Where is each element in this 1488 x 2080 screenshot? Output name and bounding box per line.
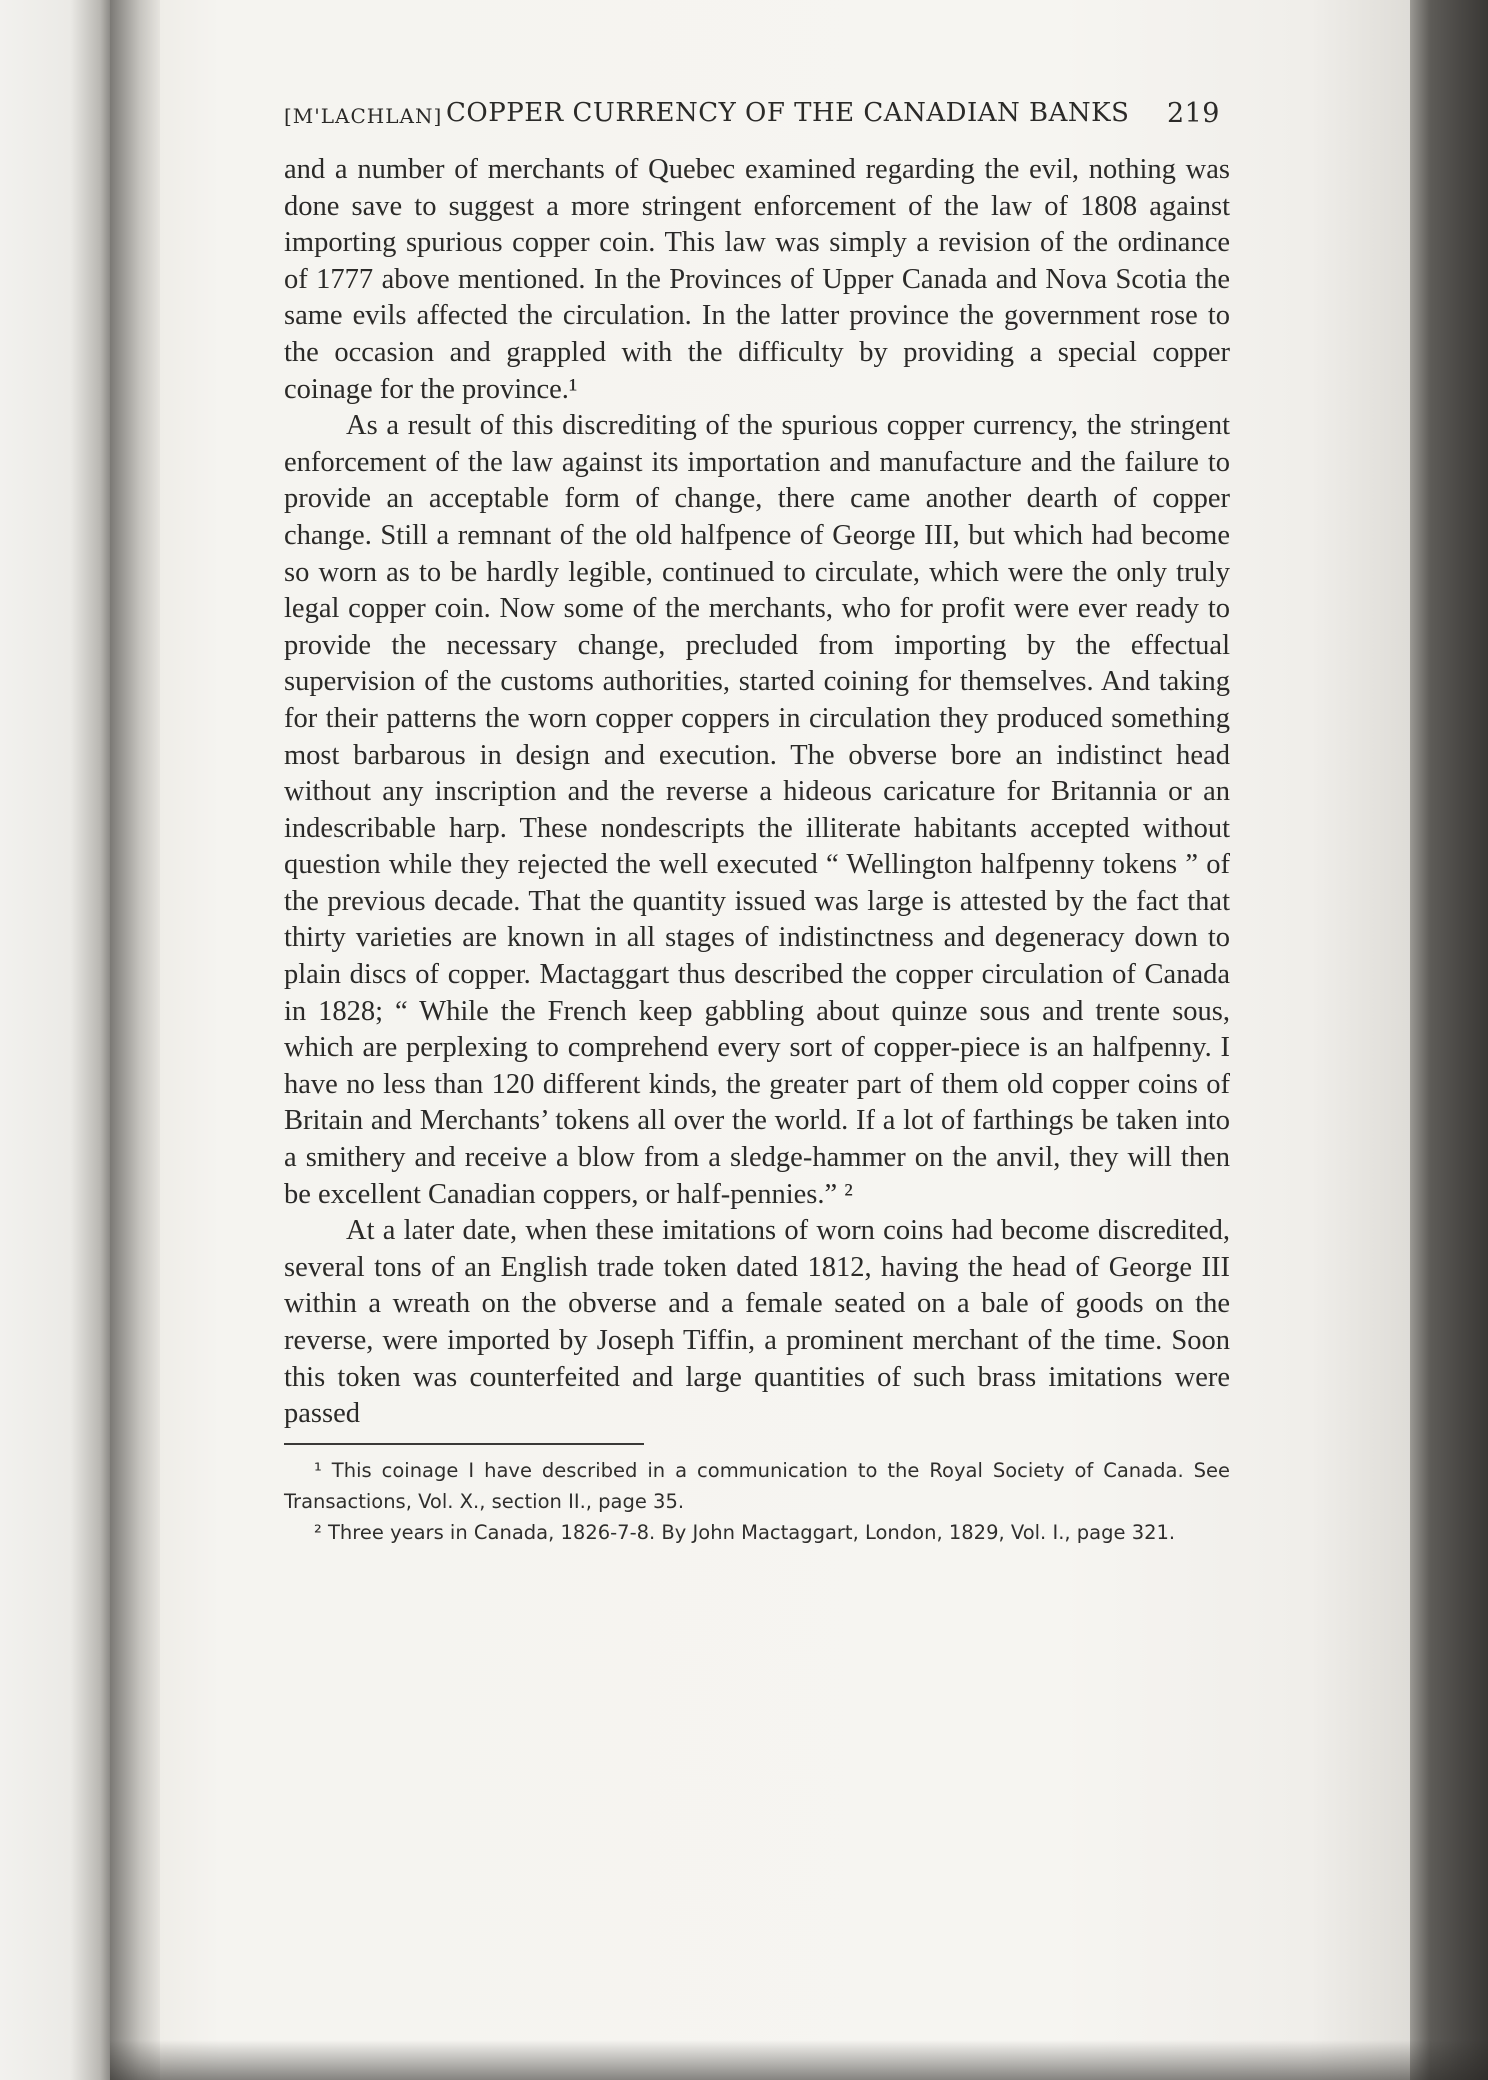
footnote-1: ¹ This coinage I have described in a communication to the Royal Society of Canada. See Transactions, Vol. X., section II., page 35.: [284, 1458, 1230, 1513]
running-head: [284, 90, 1230, 138]
page-edge-shadow: [1410, 0, 1488, 2080]
paragraph-2: As a result of this discrediting of the spurious copper currency, the stringent enforcement of the law against its importation and manufacture and the failure to provide an acceptable form of change, there came another dearth of copper change. Still a remnant of the old halfpence of George III, but which had become so worn as to be hardly legible, continued to circulate, which were the only truly legal copper coin. Now some of the merchants, who for profit were ever ready to provide the necessary change, precluded from importing by the effectual supervision of the customs authorities, started coining for themselves. And taking for their patterns the worn copper coppers in circulation they produced something most barbarous in design and execution. The obverse bore an indistinct head without any inscription and the reverse a hideous caricature for Britannia or an indescribable harp. These nondescripts the illiterate habitants accepted without question while they rejected the well executed “ Wellington halfpenny tokens ” of the previous decade. That the quantity issued was large is attested by the fact that thirty varieties are known in all stages of indistinctness and degeneracy down to plain discs of copper. Mactaggart thus described the copper circulation of Canada in 1828; “ While the French keep gabbling about quinze sous and trente sous, which are perplexing to comprehend every sort of copper-piece is an halfpenny. I have no less than 120 different kinds, the greater part of them old copper coins of Britain and Merchants’ tokens all over the world. If a lot of farthings be taken into a smithery and receive a blow from a sledge-hammer on the anvil, they will then be excellent Canadian coppers, or half-pennies.” ²: [284, 410, 1230, 1210]
footnote-2: ² Three years in Canada, 1826-7-8. By John Mactaggart, London, 1829, Vol. I., page 321.: [314, 1520, 1176, 1544]
body-text: [284, 152, 1230, 1433]
book-gutter: [110, 0, 160, 2080]
footnote-rule: [284, 1443, 644, 1445]
footnotes: [284, 1455, 1230, 1548]
paragraph-3: At a later date, when these imitations of worn coins had become discredited, several tons of an English trade token dated 1812, having the head of George III within a wreath on the obverse and a female seated on a bale of goods on the reverse, were imported by Joseph Tiffin, a prominent merchant of the time. Soon this token was counterfeited and large quantities of such brass imitations were passed: [284, 1215, 1230, 1430]
paragraph-1: and a number of merchants of Quebec examined regarding the evil, nothing was done save to suggest a more stringent enforcement of the law of 1808 against importing spurious copper coin. This law was simply a revision of the ordinance of 1777 above mentioned. In the Provinces of Upper Canada and Nova Scotia the same evils affected the circulation. In the latter province the government rose to the occasion and grappled with the difficulty by providing a special copper coinage for the province.¹: [284, 154, 1230, 405]
running-head-author: [M'LACHLAN]: [284, 104, 443, 128]
running-head-title: COPPER CURRENCY OF THE CANADIAN BANKS: [446, 98, 1130, 128]
bottom-shadow: [110, 2040, 1488, 2080]
page-content: [284, 90, 1230, 1548]
facing-page-edge: [0, 0, 110, 2080]
page-number: 219: [1166, 98, 1220, 129]
